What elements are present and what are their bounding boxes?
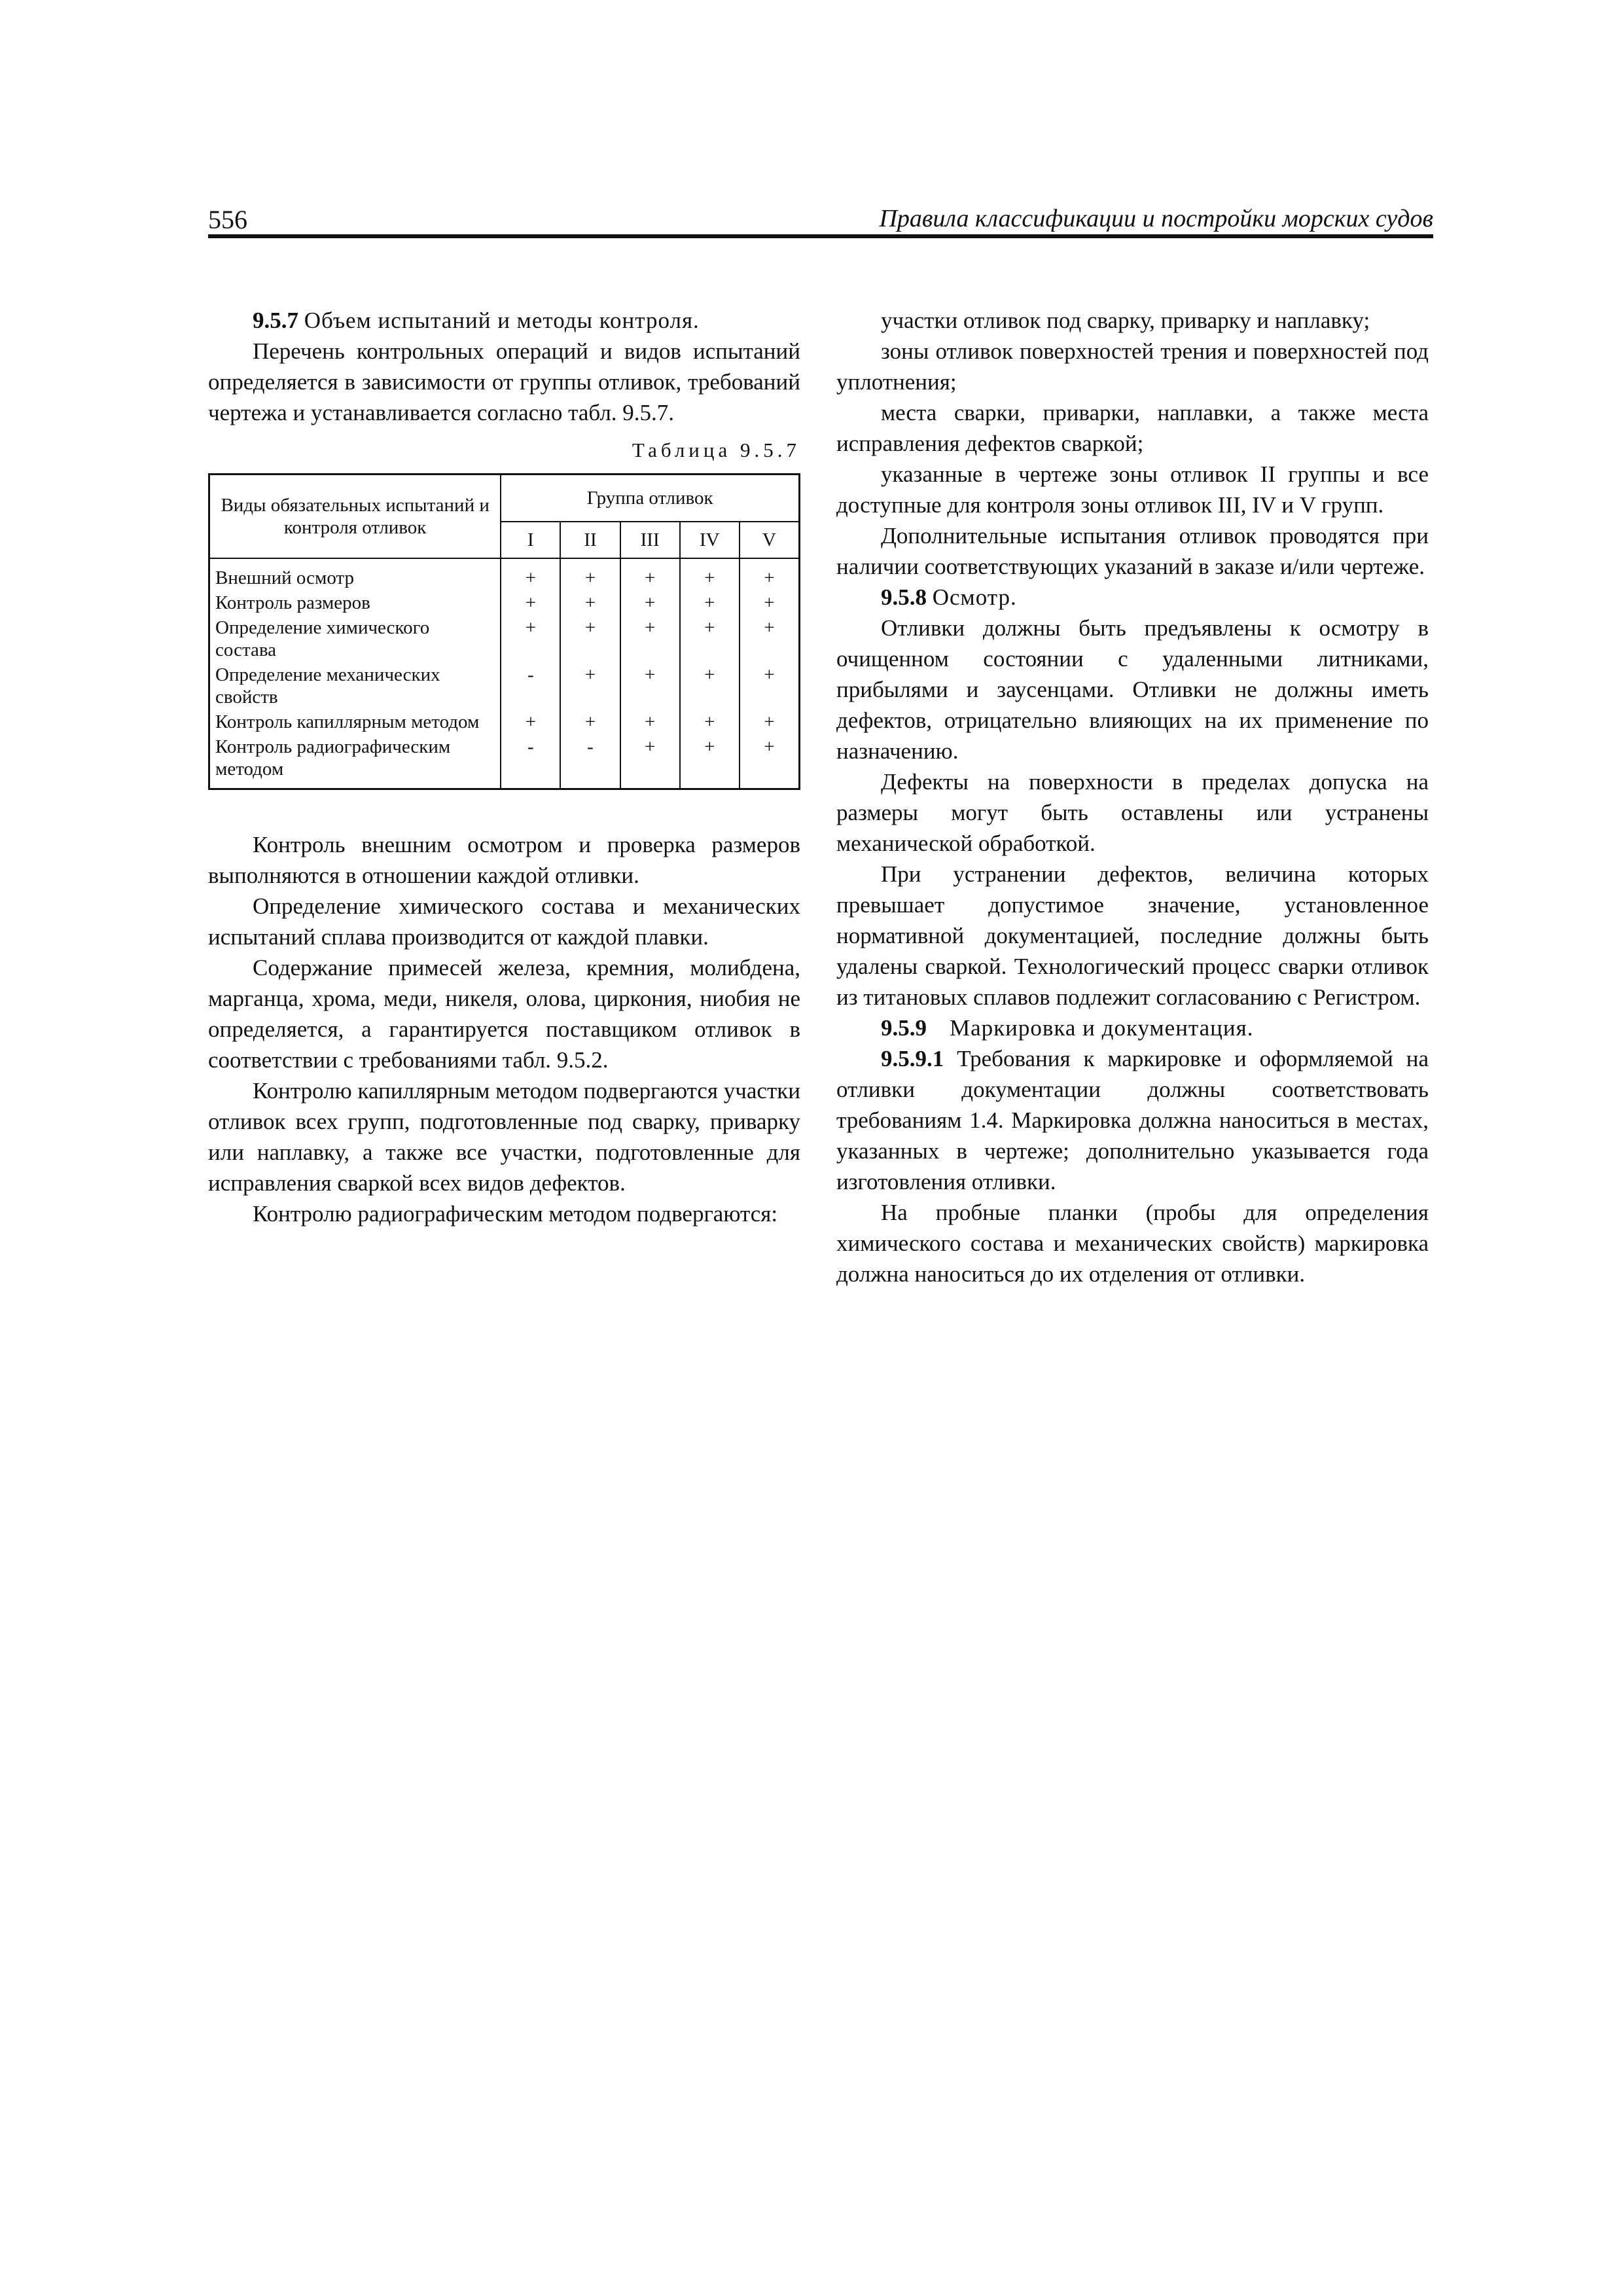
subsection-number: 9.5.9.1 — [881, 1046, 944, 1071]
mark-cell: + — [620, 615, 680, 662]
mark-cell: + — [680, 615, 740, 662]
mark-cell: + — [560, 590, 620, 615]
table-row — [209, 615, 800, 662]
mark-cell: + — [680, 709, 740, 734]
list-item: зоны отливок поверхностей трения и поверхностей под уплотнения; — [836, 338, 1429, 395]
running-title: Правила классификации и постройки морских судов — [879, 205, 1433, 232]
group-col-4: IV — [680, 522, 740, 558]
mark-cell: - — [501, 662, 560, 709]
section-heading-9-5-7 — [208, 305, 800, 336]
paragraph-defect-removal: При устранении дефектов, величина которых превышает допустимое значение, установленное нормативной документацией, последние должны быть удалены сваркой. Технологический процесс сварки отливок из титановых сплавов подлежит согласованию с Регистром. — [836, 861, 1429, 1010]
group-col-2: II — [560, 522, 620, 558]
mark-cell: + — [740, 558, 800, 590]
table-row — [209, 709, 800, 734]
paragraph-inspection: Отливки должны быть предъявлены к осмотру в очищенном состоянии с удаленными литниками, прибылями и заусенцами. Отливки не должны иметь дефектов, отрицательно влияющих на их применение по назначению. — [836, 615, 1429, 764]
mark-cell: + — [740, 662, 800, 709]
mark-cell: + — [620, 662, 680, 709]
test-name: Контроль размеров — [209, 590, 501, 615]
mark-cell: + — [740, 615, 800, 662]
page-number: 556 — [208, 205, 247, 234]
section-number: 9.5.8 — [881, 584, 927, 610]
section-title: Осмотр. — [932, 584, 1017, 610]
section-number: 9.5.7 — [253, 308, 298, 333]
paragraph-surface-defects: Дефекты на поверхности в пределах допуска на размеры могут быть оставлены или устранены механической обработкой. — [836, 769, 1429, 856]
mark-cell: + — [740, 734, 800, 789]
mark-cell: + — [680, 590, 740, 615]
mark-cell: - — [560, 734, 620, 789]
page-header — [208, 204, 1433, 238]
table-row — [209, 590, 800, 615]
mark-cell: + — [680, 662, 740, 709]
paragraph-visual-inspection: Контроль внешним осмотром и проверка размеров выполняются в отношении каждой отливки. — [208, 832, 800, 888]
section-heading-9-5-9 — [836, 1013, 1429, 1043]
mark-cell: + — [680, 558, 740, 590]
intro-paragraph: Перечень контрольных операций и видов испытаний определяется в зависимости от группы отливок, требований чертежа и устанавливается согласно табл. 9.5.7. — [208, 338, 800, 425]
mark-cell: + — [560, 558, 620, 590]
group-col-3: III — [620, 522, 680, 558]
mark-cell: + — [740, 590, 800, 615]
section-title: Объем испытаний и методы контроля. — [304, 308, 700, 333]
test-name: Контроль радиографическим методом — [209, 734, 501, 789]
table-header-tests: Виды обязательных испытаний и контроля отливок — [209, 475, 501, 559]
test-name: Определение механических свойств — [209, 662, 501, 709]
tests-table — [208, 473, 800, 790]
mark-cell: + — [620, 590, 680, 615]
mark-cell: - — [501, 734, 560, 789]
mark-cell: + — [620, 558, 680, 590]
table-row — [209, 662, 800, 709]
mark-cell: + — [740, 709, 800, 734]
list-item: указанные в чертеже зоны отливок II группы и все доступные для контроля зоны отливок III, IV и V групп. — [836, 461, 1429, 518]
paragraph-sample-marking: На пробные планки (пробы для определения химического состава и механических свойств) маркировка должна наноситься до их отделения от отливки. — [836, 1200, 1429, 1287]
right-column — [836, 305, 1429, 1289]
mark-cell: + — [620, 734, 680, 789]
mark-cell: + — [501, 615, 560, 662]
subsection-text: Требования к маркировке и оформляемой на отливки документации должны соответствовать требованиям 1.4. Маркировка должна наноситься в местах, указанных в чертеже; дополнительно указывается года изготовления отливки. — [836, 1046, 1429, 1194]
table-caption: Таблица 9.5.7 — [632, 439, 800, 461]
list-item: участки отливок под сварку, приварку и наплавку; — [881, 308, 1370, 333]
table-row — [209, 558, 800, 590]
paragraph-9-5-9-1 — [836, 1043, 1429, 1197]
group-col-1: I — [501, 522, 560, 558]
table-header-group: Группа отливок — [501, 475, 799, 522]
paragraph-radiographic: Контролю радиографическим методом подвергаются: — [253, 1201, 778, 1227]
mark-cell: + — [560, 662, 620, 709]
group-col-5: V — [740, 522, 800, 558]
mark-cell: + — [501, 709, 560, 734]
paragraph-capillary: Контролю капиллярным методом подвергаются участки отливок всех групп, подготовленные под сварку, приварку или наплавку, а также все участки, подготовленные для исправления сваркой всех видов дефектов. — [208, 1078, 800, 1196]
test-name: Определение химического состава — [209, 615, 501, 662]
mark-cell: + — [560, 709, 620, 734]
mark-cell: + — [680, 734, 740, 789]
test-name: Контроль капиллярным методом — [209, 709, 501, 734]
test-name: Внешний осмотр — [209, 558, 501, 590]
list-item: места сварки, приварки, наплавки, а также места исправления дефектов сваркой; — [836, 400, 1429, 456]
paragraph-impurities: Содержание примесей железа, кремния, молибдена, марганца, хрома, меди, никеля, олова, циркония, ниобия не определяется, а гарантируется поставщиком отливок в соответствии с требованиями табл. 9.5.2. — [208, 955, 800, 1073]
paragraph-additional-tests: Дополнительные испытания отливок проводятся при наличии соответствующих указаний в заказе и/или чертеже. — [836, 523, 1429, 579]
table-row — [209, 734, 800, 789]
mark-cell: + — [620, 709, 680, 734]
paragraph-chemical: Определение химического состава и механических испытаний сплава производится от каждой плавки. — [208, 893, 800, 950]
section-number: 9.5.9 — [881, 1015, 927, 1041]
mark-cell: + — [560, 615, 620, 662]
section-title: Маркировка и документация. — [950, 1015, 1254, 1041]
section-heading-9-5-8 — [836, 582, 1429, 613]
mark-cell: + — [501, 558, 560, 590]
left-column — [208, 305, 800, 1229]
mark-cell: + — [501, 590, 560, 615]
